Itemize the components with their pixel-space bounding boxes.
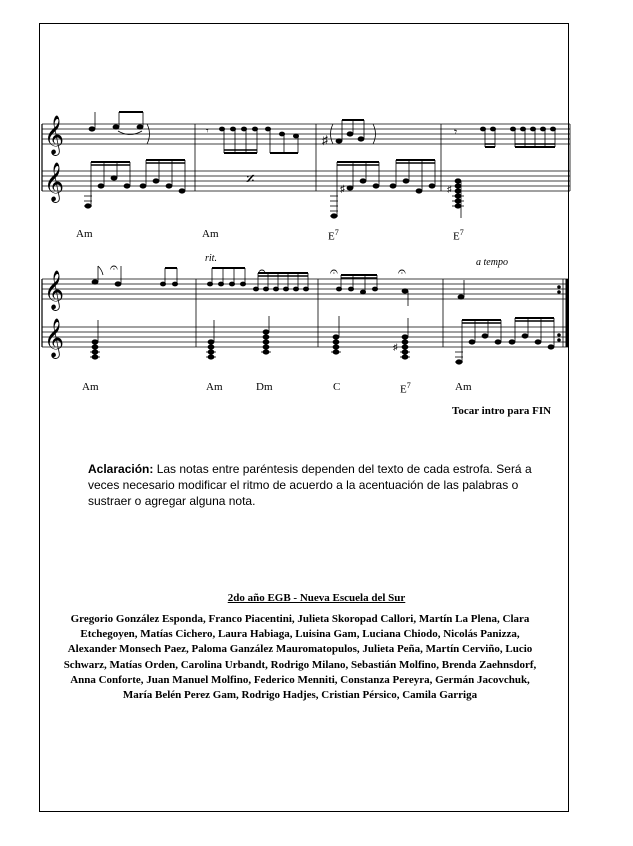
tempo-rit: rit. [205, 253, 217, 264]
school-title: 2do año EGB - Nueva Escuela del Sur [227, 592, 406, 604]
fermata-icon: 𝄐 [330, 265, 338, 280]
tempo-a-tempo: a tempo [476, 257, 508, 268]
fermata-icon: 𝄐 [110, 261, 118, 276]
staff-treble-1 [42, 124, 570, 144]
treble-clef-icon: 𝄞 [44, 115, 65, 155]
repeat-measure-icon: 𝄎 [246, 169, 255, 189]
chord-label: Am [82, 381, 99, 393]
svg-text:𝄾: 𝄾 [454, 125, 458, 139]
chord-label: Am [76, 228, 93, 240]
svg-text:♯: ♯ [340, 184, 345, 195]
treble-clef-icon: 𝄞 [44, 318, 65, 358]
chord-label: $E^7$ [453, 228, 464, 243]
chord-label: Am [455, 381, 472, 393]
treble-clef-icon: 𝄞 [44, 162, 65, 202]
svg-text:♯: ♯ [322, 133, 328, 147]
chord-label: Am [206, 381, 223, 393]
note-body: Las notas entre paréntesis dependen del texto de cada estrofa. Será a veces necesario modificar el ritmo de acuerdo a la acentuación de las palabras o sustraer o agregar alguna nota. [88, 462, 532, 508]
svg-text:𝄾: 𝄾 [206, 126, 209, 137]
chord-label: $E^7$ [400, 381, 411, 396]
chord-label: $E^7$ [328, 228, 339, 243]
svg-text:♯: ♯ [447, 184, 452, 194]
svg-text:♯: ♯ [393, 342, 398, 352]
fermata-icon: 𝄐 [258, 265, 266, 280]
student-credits: Gregorio González Esponda, Franco Piacentini, Julieta Skoropad Callori, Martín La Plena, Clara Etchegoyen, Matías Cichero, Laura Habiaga, Luisina Gam, Luciana Chiodo, Nicolás Panizza, Alexander Monsech Paez, Paloma Ganzález Mauromatopulos, Julieta Peña, Martín Cerviño, Lucio Schwarz, Matías Orden, Carolina Urbandt, Rodrigo Milano, Sebastián Molfino, Brenda Zaehnsdorf, Anna Conforte, Juan Manuel Molfino, Federico Menniti, Constanza Pereyra, Germán Jacovchuk, María Belén Perez Gam, Rodrigo Hadjes, Cristian Pérsico, Camila Garriga [63, 613, 537, 702]
staff-bass-1 [42, 171, 570, 191]
clarification-note [88, 461, 538, 509]
chord-label: C [333, 381, 341, 393]
chord-label: Dm [256, 381, 273, 393]
fermata-icon: 𝄐 [398, 265, 406, 280]
staff-bass-2 [42, 327, 568, 347]
chord-label: Am [202, 228, 219, 240]
treble-clef-icon: 𝄞 [44, 270, 65, 310]
fin-instruction: Tocar intro para FIN [452, 405, 552, 417]
note-heading: Aclaración: [88, 462, 154, 476]
